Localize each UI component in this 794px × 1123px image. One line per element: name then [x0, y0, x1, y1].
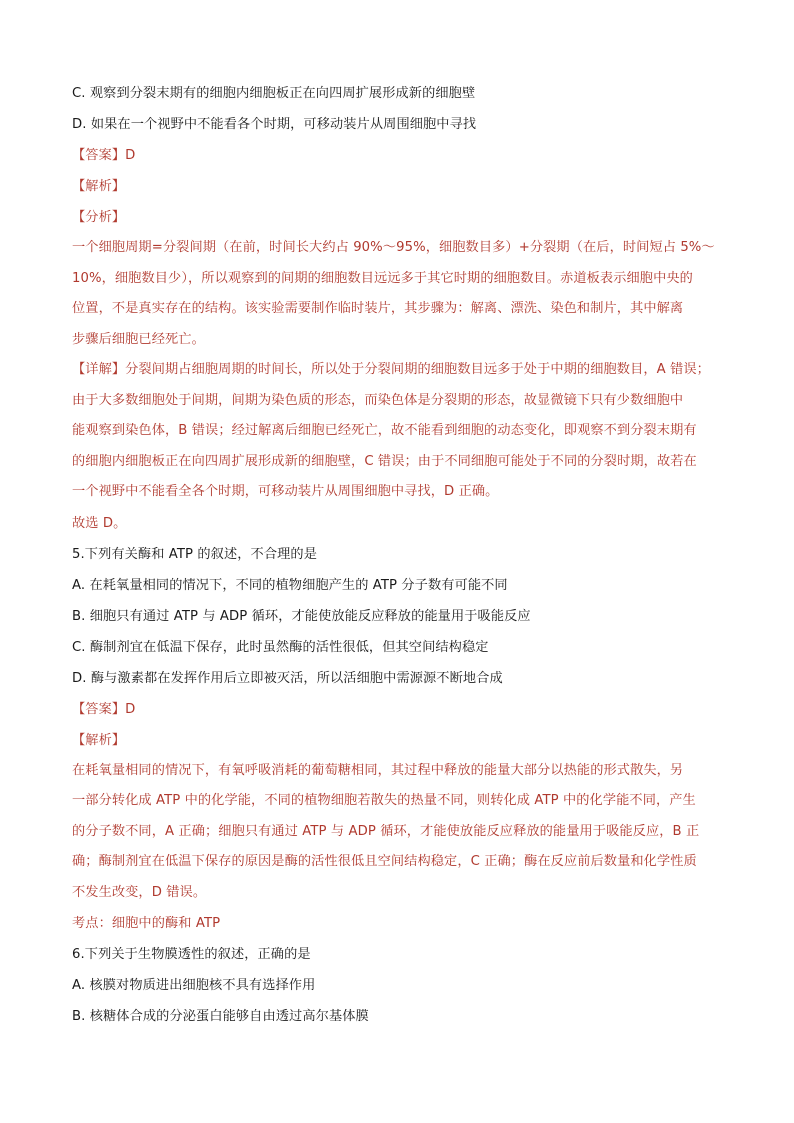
q4-fenxi-line-2: 10%，细胞数目少），所以观察到的间期的细胞数目远远多于其它时期的细胞数目。赤道板表示细胞中央的	[72, 270, 693, 286]
answer-label: 【答案】	[72, 701, 126, 717]
q6-stem: 6.下列关于生物膜透性的叙述，正确的是	[72, 947, 311, 962]
q5-stem: 5.下列有关酶和 ATP 的叙述，不合理的是	[72, 546, 317, 562]
q6-option-b: B. 核糖体合成的分泌蛋白能够自由透过高尔基体膜	[72, 1009, 369, 1024]
q5-option-d: D. 酶与激素都在发挥作用后立即被灭活，所以活细胞中需源源不断地合成	[72, 670, 503, 686]
q6-option-a: A. 核膜对物质进出细胞核不具有选择作用	[72, 978, 316, 993]
fenxi-label: 【分析】	[72, 210, 126, 225]
detail-text: 分裂间期占细胞周期的时间长，所以处于分裂间期的细胞数目远多于处于中期的细胞数目，A 错误；	[125, 362, 710, 377]
q5-analysis-line-5: 不发生改变，D 错误。	[72, 884, 207, 900]
q4-detail-line-4: 的细胞内细胞板正在向四周扩展形成新的细胞壁，C 错误；由于不同细胞可能处于不同的分裂时期，故若在	[72, 453, 697, 469]
q4-detail-line-2: 由于大多数细胞处于间期，间期为染色质的形态，而染色体是分裂期的形态，故显微镜下只有少数细胞中	[72, 392, 684, 408]
document-page	[72, 78, 728, 1032]
analysis-label: 【解析】	[72, 732, 126, 748]
q5-answer	[72, 694, 728, 725]
q4-detail-line-1	[72, 355, 728, 386]
answer-value: D	[125, 701, 136, 717]
q4-option-c: C. 观察到分裂末期有的细胞内细胞板正在向四周扩展形成新的细胞壁	[72, 86, 476, 101]
answer-value: D	[125, 148, 136, 163]
q5-option-c: C. 酶制剂宜在低温下保存，此时虽然酶的活性很低，但其空间结构稳定	[72, 639, 489, 655]
q5-analysis-line-3: 的分子数不同，A 正确；细胞只有通过 ATP 与 ADP 循环，才能使放能反应释放的能量用于吸能反应，B 正	[72, 823, 700, 839]
detail-label: 【详解】	[72, 362, 126, 377]
analysis-label: 【解析】	[72, 179, 126, 194]
q5-option-a: A. 在耗氧量相同的情况下，不同的植物细胞产生的 ATP 分子数有可能不同	[72, 577, 508, 593]
q4-conclusion: 故选 D。	[72, 515, 127, 531]
q5-analysis-heading	[72, 725, 728, 756]
q5-analysis-line-2: 一部分转化成 ATP 中的化学能，不同的植物细胞若散失的热量不同，则转化成 ATP 中的化学能不同，产生	[72, 793, 696, 808]
q5-analysis-line-1: 在耗氧量相同的情况下，有氧呼吸消耗的葡萄糖相同，其过程中释放的能量大部分以热能的形式散失，另	[72, 762, 684, 778]
q4-fenxi-line-4: 步骤后细胞已经死亡。	[72, 331, 205, 347]
q4-detail-line-3: 能观察到染色体，B 错误；经过解离后细胞已经死亡，故不能看到细胞的动态变化，即观察不到分裂末期有	[72, 423, 697, 438]
q5-kaodian: 考点：细胞中的酶和 ATP	[72, 916, 221, 931]
q5-analysis-line-4: 确；酶制剂宜在低温下保存的原因是酶的活性很低且空间结构稳定，C 正确；酶在反应前后数量和化学性质	[72, 854, 697, 869]
q4-fenxi-heading	[72, 202, 728, 233]
q4-analysis-heading	[72, 171, 728, 202]
q4-fenxi-line-3: 位置，不是真实存在的结构。该实验需要制作临时装片，其步骤为：解离、漂洗、染色和制片，其中解离	[72, 301, 684, 316]
q4-option-d: D. 如果在一个视野中不能看各个时期，可移动装片从周围细胞中寻找	[72, 117, 477, 132]
q4-answer	[72, 140, 728, 171]
q4-fenxi-line-1: 一个细胞周期=分裂间期（在前，时间长大约占 90%～95%，细胞数目多）+分裂期（在后，时间短占 5%～	[72, 240, 715, 255]
q4-detail-line-5: 一个视野中不能看全各个时期，可移动装片从周围细胞中寻找，D 正确。	[72, 484, 499, 499]
q5-option-b: B. 细胞只有通过 ATP 与 ADP 循环，才能使放能反应释放的能量用于吸能反应	[72, 608, 531, 624]
answer-label: 【答案】	[72, 148, 126, 163]
